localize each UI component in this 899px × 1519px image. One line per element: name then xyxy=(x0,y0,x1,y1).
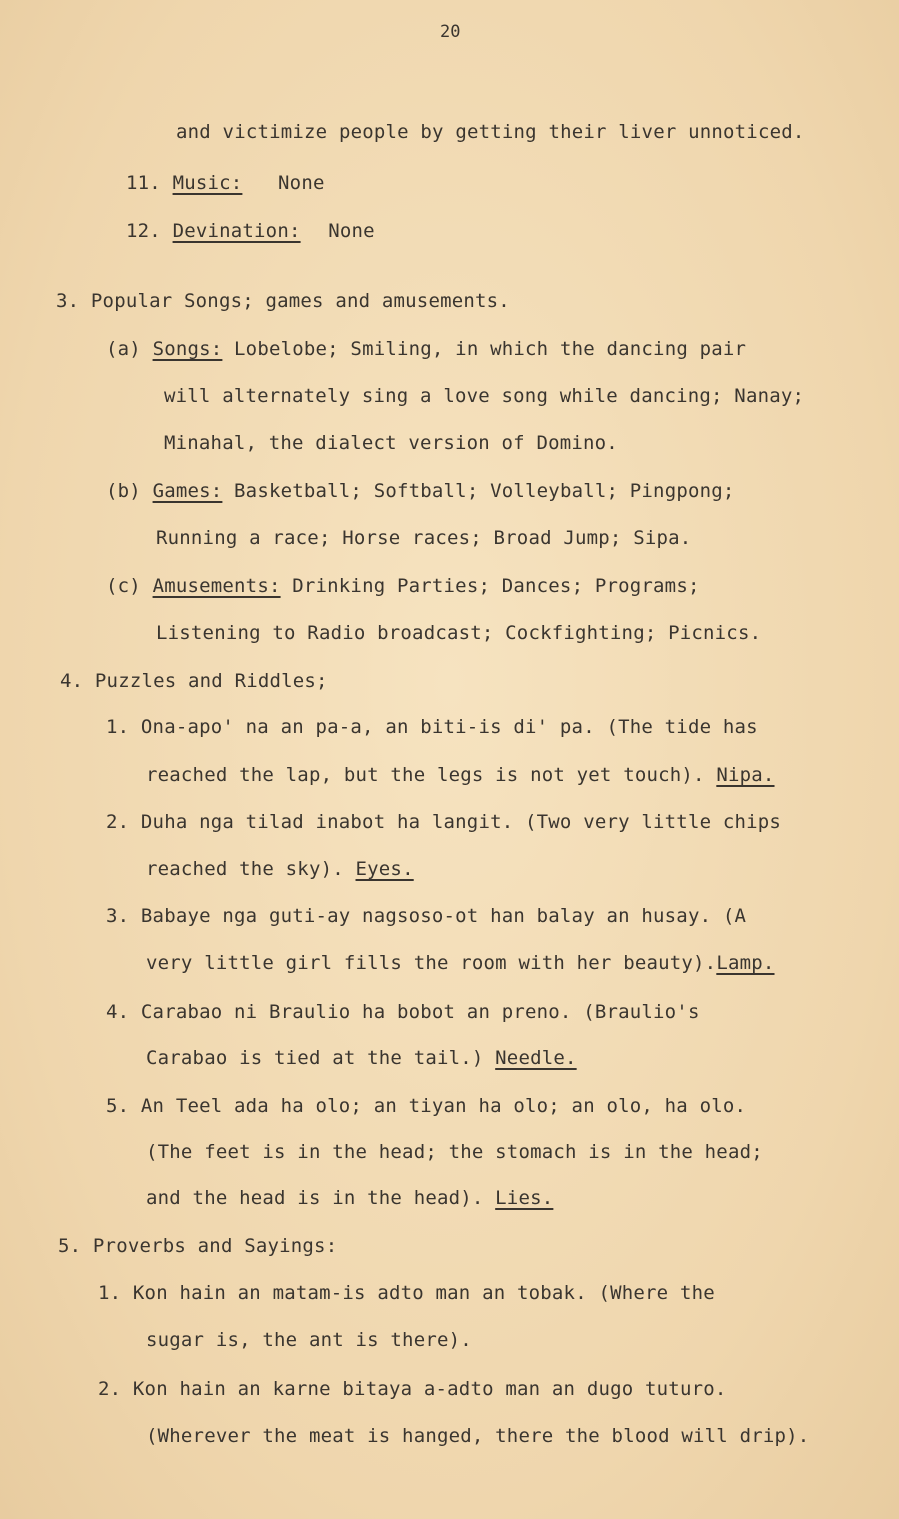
section-heading: 4. Puzzles and Riddles; xyxy=(60,670,328,692)
list-item-songs: (a) Songs: Lobelobe; Smiling, in which the dancing pair xyxy=(106,338,747,360)
item-devination: 12. Devination: None xyxy=(126,220,375,242)
riddle-answer-line: very little girl fills the room with her beauty).Lamp. xyxy=(146,952,775,974)
page-number: 20 xyxy=(440,22,461,42)
riddle-line: (The feet is in the head; the stomach is in the head; xyxy=(146,1141,763,1163)
text-line: and victimize people by getting their liver unnoticed. xyxy=(176,121,805,143)
proverb-line: 1. Kon hain an matam-is adto man an tobak. (Where the xyxy=(98,1282,715,1304)
text-line: Listening to Radio broadcast; Cockfighting; Picnics. xyxy=(156,622,762,644)
proverb-line: 2. Kon hain an karne bitaya a-adto man an dugo tuturo. xyxy=(98,1378,727,1400)
riddle-answer-line: and the head is in the head). Lies. xyxy=(146,1187,554,1209)
riddle-answer-line: Carabao is tied at the tail.) Needle. xyxy=(146,1047,577,1069)
riddle-line: 2. Duha nga tilad inabot ha langit. (Two very little chips xyxy=(106,811,782,833)
text-line: Running a race; Horse races; Broad Jump; Sipa. xyxy=(156,527,692,549)
item-music: 11. Music: None xyxy=(126,172,325,194)
riddle-line: 5. An Teel ada ha olo; an tiyan ha olo; an olo, ha olo. xyxy=(106,1095,747,1117)
section-heading: 3. Popular Songs; games and amusements. xyxy=(56,290,510,312)
riddle-line: 3. Babaye nga guti-ay nagsoso-ot han balay an husay. (A xyxy=(106,905,747,927)
section-heading: 5. Proverbs and Sayings: xyxy=(58,1235,338,1257)
proverb-line: sugar is, the ant is there). xyxy=(146,1329,472,1351)
text-line: Minahal, the dialect version of Domino. xyxy=(164,432,618,454)
proverb-line: (Wherever the meat is hanged, there the blood will drip). xyxy=(146,1425,810,1447)
riddle-answer-line: reached the lap, but the legs is not yet touch). Nipa. xyxy=(146,764,775,786)
list-item-games: (b) Games: Basketball; Softball; Volleyball; Pingpong; xyxy=(106,480,735,502)
riddle-line: 4. Carabao ni Braulio ha bobot an preno. (Braulio's xyxy=(106,1001,700,1023)
text-line: will alternately sing a love song while dancing; Nanay; xyxy=(164,385,805,407)
riddle-line: 1. Ona-apo' na an pa-a, an biti-is di' pa. (The tide has xyxy=(106,716,758,738)
riddle-answer-line: reached the sky). Eyes. xyxy=(146,858,414,880)
list-item-amusements: (c) Amusements: Drinking Parties; Dances; Programs; xyxy=(106,575,700,597)
